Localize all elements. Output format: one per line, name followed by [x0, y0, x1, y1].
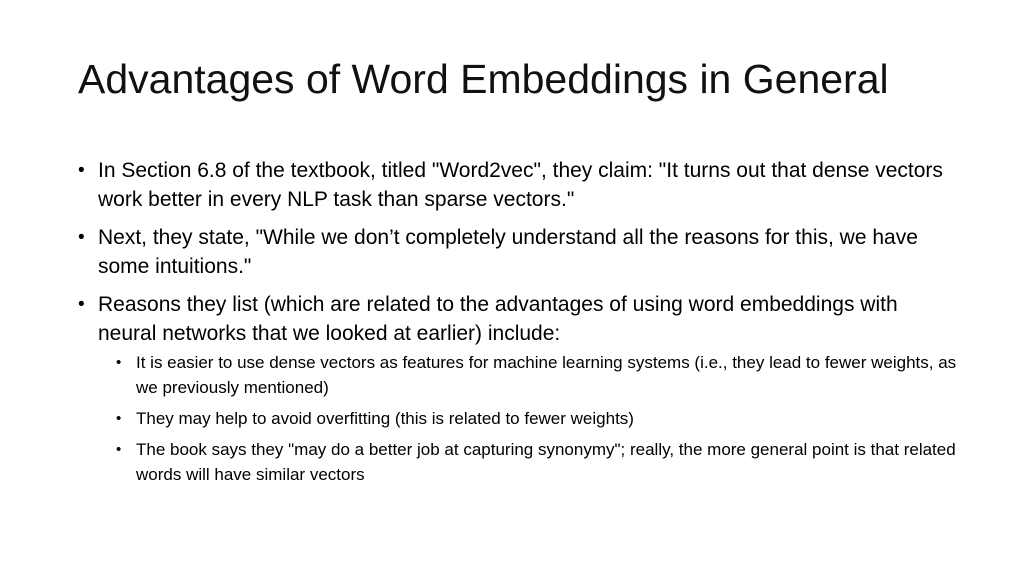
bullet-item	[78, 290, 958, 487]
bullet-text: In Section 6.8 of the textbook, titled "Word2vec", they claim: "It turns out that dense vectors work better in every NLP task than sparse vectors."	[98, 159, 943, 211]
bullet-dot-icon: •	[78, 294, 85, 315]
subbullet-text: It is easier to use dense vectors as features for machine learning systems (i.e., they lead to fewer weights, as we previously mentioned)	[136, 353, 957, 397]
slide-title: Advantages of Word Embeddings in General	[78, 56, 889, 102]
subbullet-dot-icon: •	[116, 410, 122, 427]
bullet-item	[78, 156, 958, 214]
bullet-text: Reasons they list (which are related to the advantages of using word embeddings with neural networks that we looked at earlier) include:	[98, 293, 898, 345]
slide-content	[78, 156, 958, 496]
subbullet-list	[98, 350, 958, 487]
bullet-dot-icon: •	[78, 227, 85, 248]
subbullet-text: The book says they "may do a better job at capturing synonymy"; really, the more general point is that related words will have similar vectors	[136, 440, 956, 484]
subbullet-dot-icon: •	[116, 441, 122, 458]
bullet-item	[78, 223, 958, 281]
bullet-text: Next, they state, "While we don’t completely understand all the reasons for this, we have some intuitions."	[98, 226, 918, 278]
subbullet-text: They may help to avoid overfitting (this is related to fewer weights)	[136, 409, 634, 428]
bullet-list	[78, 156, 958, 487]
bullet-dot-icon: •	[78, 160, 85, 181]
subbullet-item	[116, 350, 958, 400]
subbullet-item	[116, 437, 958, 487]
subbullet-dot-icon: •	[116, 354, 122, 371]
subbullet-item	[116, 406, 958, 431]
